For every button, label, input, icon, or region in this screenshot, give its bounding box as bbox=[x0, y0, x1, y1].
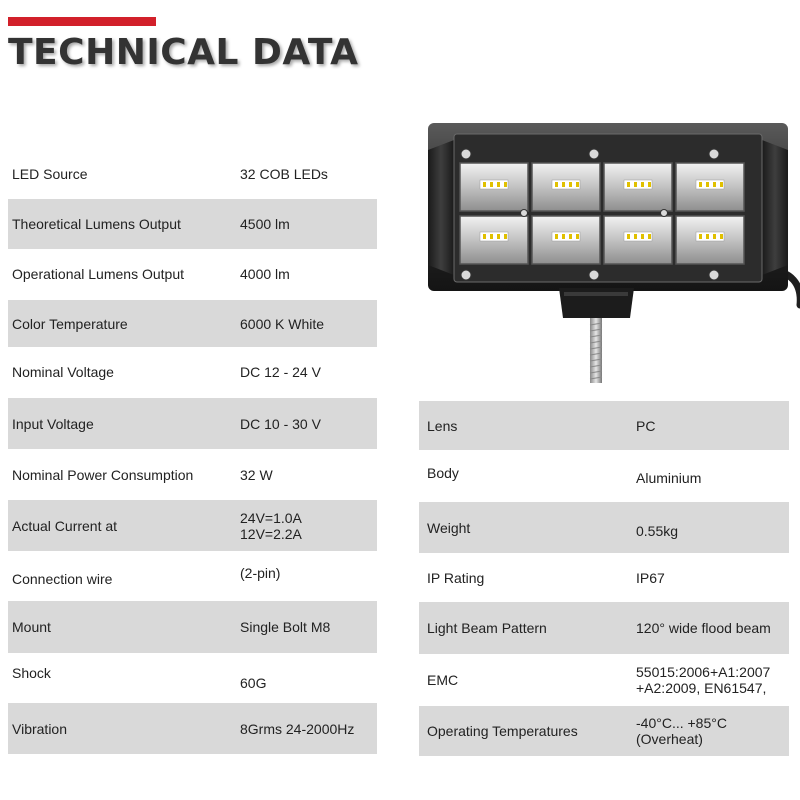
spec-label: Theoretical Lumens Output bbox=[12, 216, 181, 232]
spec-row-nominal-voltage bbox=[8, 348, 377, 396]
spec-row-body bbox=[419, 451, 789, 501]
spec-row-vibration bbox=[8, 703, 377, 754]
spec-value: 60G bbox=[240, 675, 267, 691]
spec-row-lens bbox=[419, 401, 789, 450]
spec-value: 32 W bbox=[240, 467, 273, 483]
spec-label: Operating Temperatures bbox=[427, 723, 578, 739]
spec-value-line: (Overheat) bbox=[636, 731, 703, 747]
spec-row-color-temperature bbox=[8, 300, 377, 347]
spec-value: PC bbox=[636, 417, 656, 434]
spec-label: Actual Current at bbox=[12, 517, 118, 534]
spec-row-operating-temperatures bbox=[419, 706, 789, 756]
spec-row-power-consumption bbox=[8, 450, 377, 500]
spec-value-multiline bbox=[636, 664, 770, 696]
spec-label: Color Temperature bbox=[12, 315, 128, 332]
spec-row-mount bbox=[8, 601, 377, 653]
spec-label: Input Voltage bbox=[12, 415, 94, 432]
spec-value-line: 12V=2.2A bbox=[240, 525, 302, 542]
spec-value-line: 24V=1.0A bbox=[240, 509, 302, 526]
led-light-bar-icon bbox=[414, 120, 800, 400]
spec-label: Nominal Power Consumption bbox=[12, 467, 194, 483]
spec-value-line: -40°C... +85°C bbox=[636, 715, 727, 731]
spec-value-line: 55015:2006+A1:2007 bbox=[636, 664, 771, 680]
spec-label: LED Source bbox=[12, 165, 88, 182]
spec-row-led-source bbox=[8, 150, 377, 197]
spec-value-line: +A2:2009, EN61547, bbox=[636, 680, 767, 696]
spec-value-multiline bbox=[240, 510, 302, 542]
spec-label: Weight bbox=[427, 519, 471, 536]
spec-value: (2-pin) bbox=[240, 565, 281, 581]
spec-label: Light Beam Pattern bbox=[427, 620, 547, 636]
spec-value: 0.55kg bbox=[636, 522, 679, 539]
spec-label: IP Rating bbox=[427, 569, 485, 586]
spec-label: Shock bbox=[12, 665, 51, 681]
spec-row-actual-current bbox=[8, 500, 377, 551]
spec-value: Aluminium bbox=[636, 470, 702, 486]
spec-row-beam-pattern bbox=[419, 602, 789, 654]
spec-value: DC 10 - 30 V bbox=[240, 415, 321, 432]
spec-value-multiline bbox=[636, 715, 727, 747]
spec-label: Operational Lumens Output bbox=[12, 266, 184, 282]
spec-row-shock bbox=[8, 654, 377, 702]
spec-label: Body bbox=[427, 465, 459, 481]
spec-row-connection-wire bbox=[8, 552, 377, 600]
spec-label: Connection wire bbox=[12, 571, 113, 587]
spec-row-emc bbox=[419, 655, 789, 705]
spec-value: IP67 bbox=[636, 569, 665, 586]
spec-value: 6000 K White bbox=[240, 315, 325, 332]
spec-row-theoretical-lumens bbox=[8, 199, 377, 249]
title-accent-bar bbox=[8, 17, 156, 26]
page-title: TECHNICAL DATA bbox=[8, 32, 359, 73]
spec-value: 8Grms 24-2000Hz bbox=[240, 720, 355, 737]
spec-row-operational-lumens bbox=[8, 249, 377, 299]
spec-label: Nominal Voltage bbox=[12, 364, 114, 380]
spec-row-input-voltage bbox=[8, 398, 377, 449]
spec-label: Lens bbox=[427, 417, 458, 434]
spec-value: DC 12 - 24 V bbox=[240, 364, 321, 380]
spec-value: 32 COB LEDs bbox=[240, 165, 328, 182]
spec-value: 4500 lm bbox=[240, 216, 290, 232]
spec-label: EMC bbox=[427, 672, 459, 688]
spec-row-ip-rating bbox=[419, 554, 789, 601]
spec-label: Mount bbox=[12, 619, 51, 635]
spec-value: Single Bolt M8 bbox=[240, 619, 331, 635]
spec-label: Vibration bbox=[12, 720, 68, 737]
spec-value: 4000 lm bbox=[240, 266, 290, 282]
spec-row-weight bbox=[419, 502, 789, 553]
spec-value: 120° wide flood beam bbox=[636, 620, 771, 636]
